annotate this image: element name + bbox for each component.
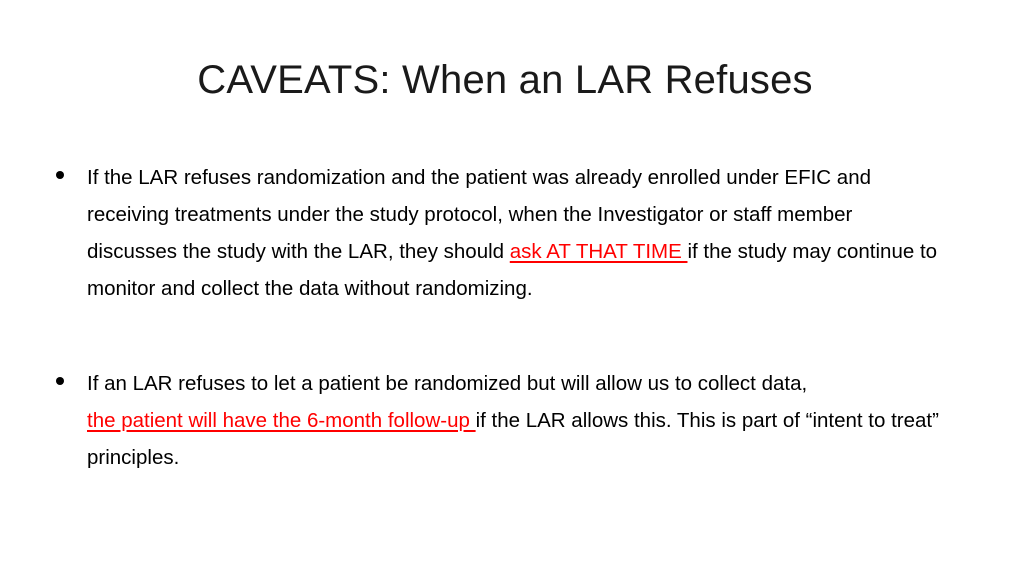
bullet-text [87,159,947,307]
bullet-text-before: If an LAR refuses to let a patient be randomized but will allow us to collect data, [87,372,808,395]
bullet-text-after: if the LAR allows this. This is part of “intent to treat” principles. [87,409,939,469]
bullet-text-after: if the study may continue to monitor and collect the data without randomizing. [87,240,938,300]
highlighted-phrase: ask AT THAT TIME [509,240,688,263]
bullet-text [87,365,947,476]
highlighted-phrase: the patient will have the 6-month follow-up [87,409,476,432]
bullet-text-before: If the LAR refuses randomization and the patient was already enrolled under EFIC and receiving treatments under the study protocol, when the Investigator or staff member discusses the study with the LAR, they should [87,166,872,263]
bullet-dot-icon [56,377,64,385]
slide-title: CAVEATS: When an LAR Refuses [197,58,813,102]
bullet-dot-icon [56,171,64,179]
